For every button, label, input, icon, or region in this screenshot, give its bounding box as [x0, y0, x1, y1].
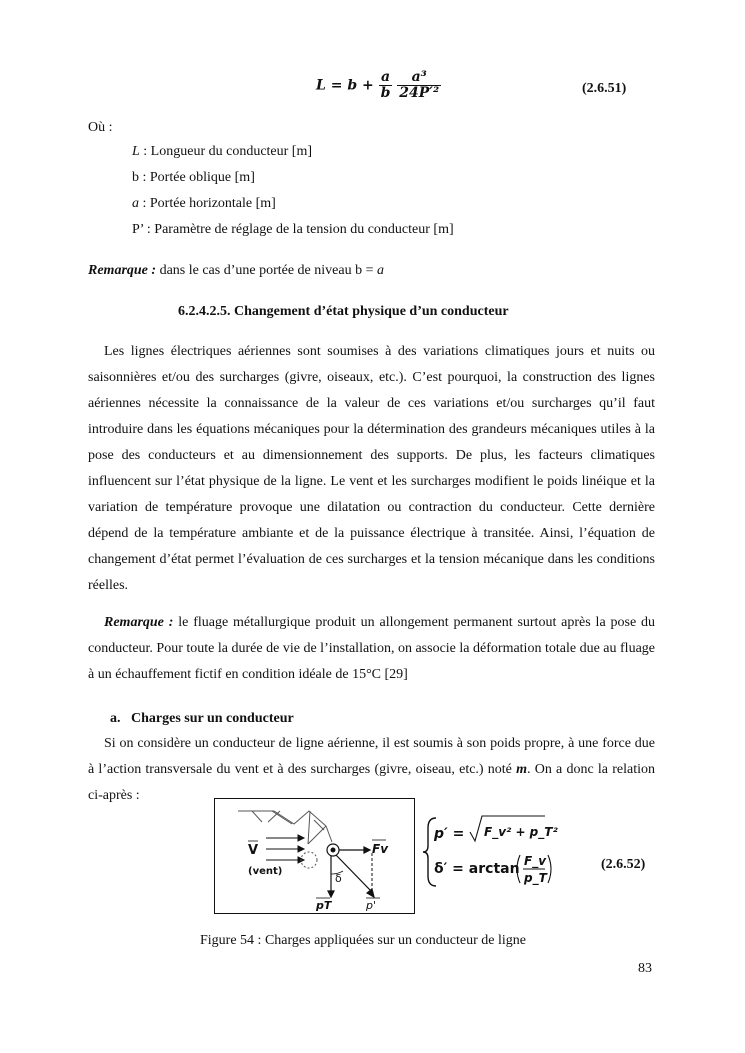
paragraph-2: Si on considère un conducteur de ligne aérienne, il est soumis à son poids propre, à une force due à l’action transversale du vent et à des surcharges (givre, oiseau, etc.) noté m. On a donc la relation ci-après : [88, 736, 656, 803]
figure-caption: Figure 54 : Charges appliquées sur un conducteur de ligne [200, 933, 526, 948]
definition-L: L : Longueur du conducteur [m] [132, 144, 313, 159]
label-V: V [248, 843, 259, 858]
remark-2: Remarque : le fluage métallurgique produit un allongement permanent surtout après la pose du conducteur. Pour toute la durée de vie de l’installation, on associe la déformation totale due au fluage à un échauffement fictif en condition idéale de 15°C [29] [88, 615, 656, 682]
section-heading: 6.2.4.2.5. Changement d’état physique d’un conducteur [178, 304, 509, 319]
equation-2-6-52 [420, 812, 600, 892]
eq2-line1-lhs: p′ = [434, 826, 465, 842]
label-Fv: Fv [372, 842, 389, 856]
remark-1: Remarque : dans le cas d’une portée de niveau b = a [88, 263, 384, 278]
equation-number-1: (2.6.51) [582, 81, 627, 96]
right-paren-icon [548, 855, 551, 883]
definition-P: P’ : Paramètre de réglage de la tension du conducteur [m] [132, 222, 454, 237]
label-pT: pT [316, 899, 332, 912]
figure-54 [214, 798, 415, 914]
equation-number-2: (2.6.52) [601, 857, 646, 872]
where-label: Où : [88, 120, 113, 135]
page-number: 83 [638, 961, 652, 976]
eq2-frac-den: p_T [524, 871, 547, 885]
eq2-line2-lhs: δ′ = arctan [434, 861, 520, 877]
equation-2-6-51 [316, 70, 441, 106]
equation-lhs: L = b + [316, 77, 379, 94]
definition-a: a : Portée horizontale [m] [132, 196, 276, 211]
conductor-load-diagram [214, 798, 415, 914]
brace-system [420, 812, 600, 892]
fraction-a-over-b: $\frac{a}{b}$ [380, 69, 391, 101]
label-delta: δ [335, 872, 342, 885]
label-p-prime: p' [366, 899, 377, 912]
label-vent: (vent) [248, 866, 283, 877]
conductor-center [331, 848, 336, 853]
eq2-sqrt-content: F_v² + p_T² [484, 825, 558, 839]
eq2-frac-num: F_v [524, 854, 547, 868]
paragraph-1: Les lignes électriques aériennes sont soumises à des variations climatiques jours et nuits ou saisonnières et/ou des surcharges (givre, oiseaux, etc.). C’est pourquoi, la construction des lignes aériennes nécessite la connaissance de la valeur de ces variations et/ou surcharges qu’il faut introduire dans les équations mécaniques pour la détermination des grandeurs mécaniques utiles à la pose des conducteurs et au dimensionnement des supports. De plus, les facteurs climatiques influencent sur l’état physique de la ligne. Le vent et les surcharges modifient le poids linéique et la variation de température provoque une dilatation ou contraction du conducteur. Cette dernière dépend de la température ambiante et de la puissance électrique à transitée. Ainsi, l’équation de changement d’état permet l’évaluation de ces surcharges et la tension mécanique dans les conditions réelles. [88, 344, 655, 593]
subheading-charges: a. Charges sur un conducteur [110, 711, 294, 726]
definition-b: b : Portée oblique [m] [132, 170, 255, 185]
fraction-a3-over-24p2: $\frac{\text{a³}}{\text{24P′²}}$ [399, 69, 440, 101]
